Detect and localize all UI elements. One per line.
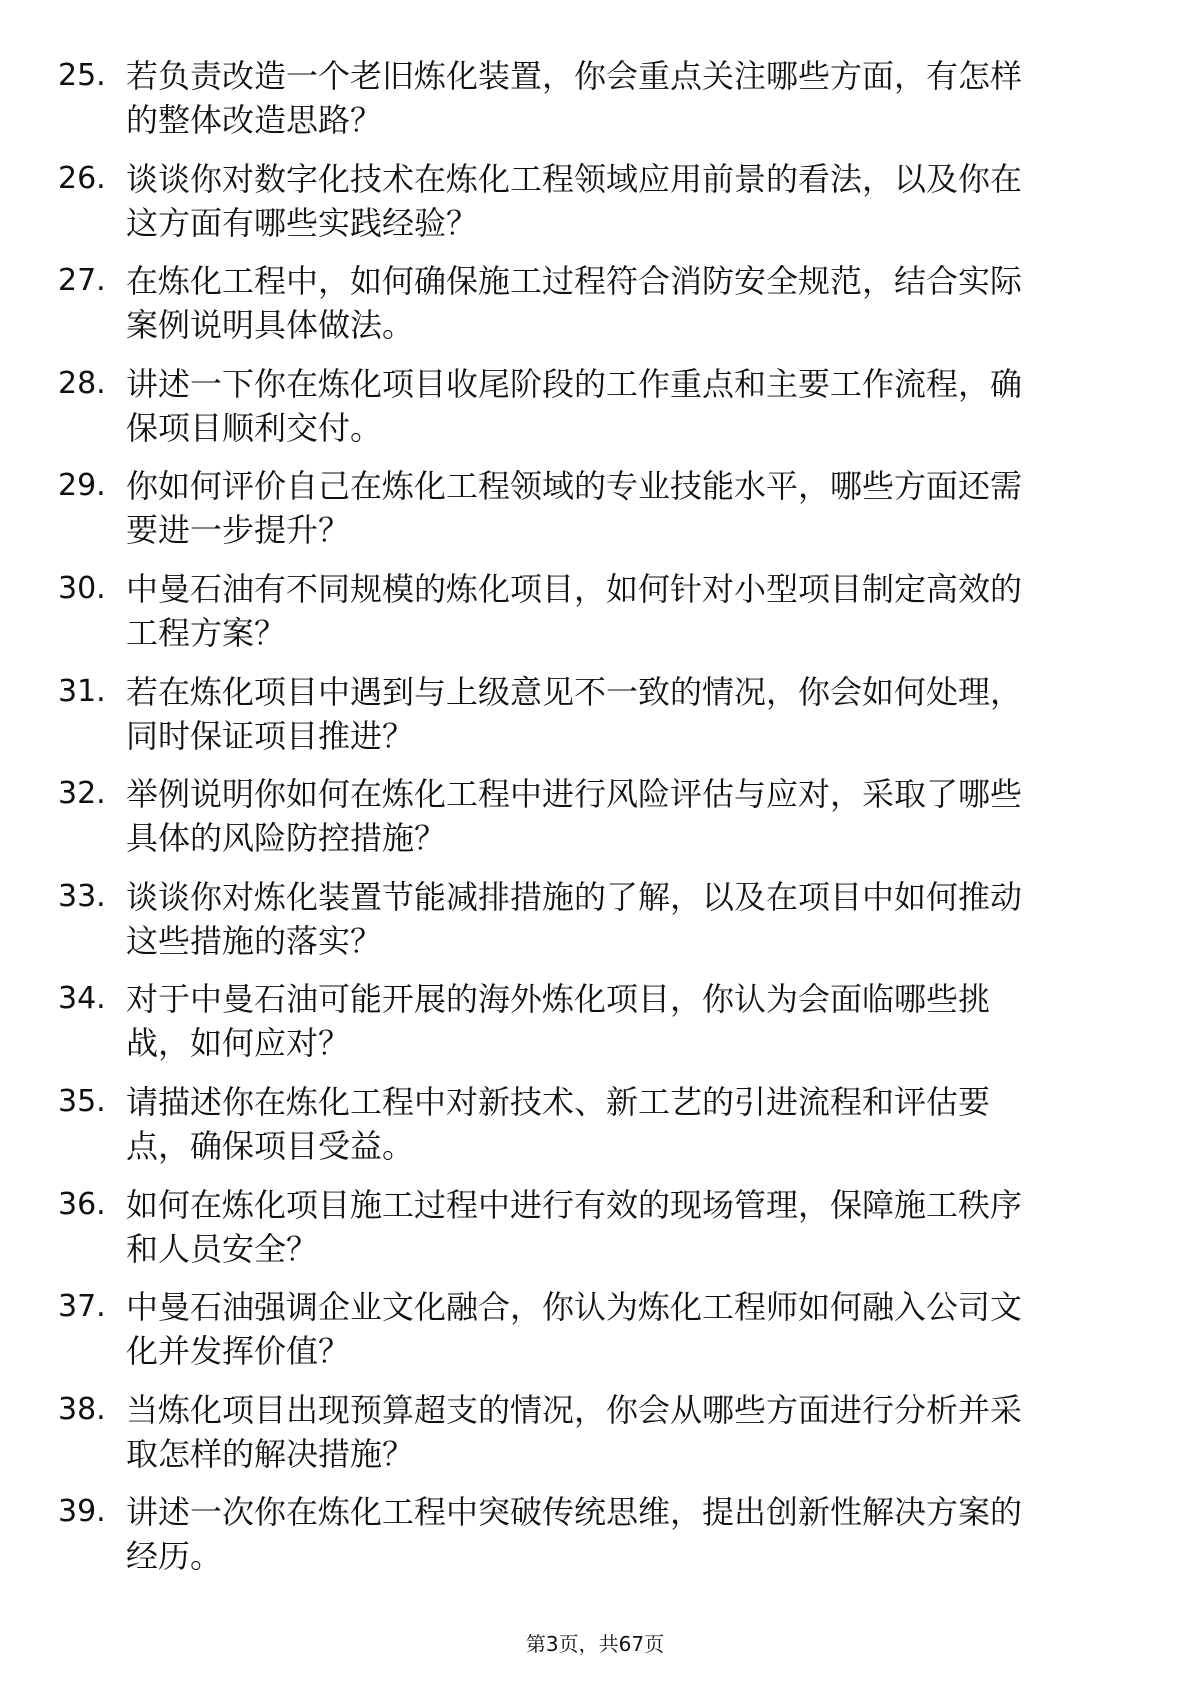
question-number: 32. [58, 776, 106, 812]
question-line: 若在炼化项目中遇到与上级意见不一致的情况，你会如何处理， [126, 672, 1023, 711]
question-line: 讲述一次你在炼化工程中突破传统思维，提出创新性解决方案的 [126, 1493, 1023, 1532]
question-number: 31. [58, 673, 106, 709]
question-line: 同时保证项目推进？ [126, 716, 415, 755]
question-item [0, 1382, 1190, 1485]
question-number: 33. [58, 878, 106, 914]
question-number: 26. [58, 160, 106, 196]
question-number: 30. [58, 570, 106, 606]
question-item [0, 1279, 1190, 1382]
question-item [0, 971, 1190, 1074]
question-line: 对于中曼石油可能开展的海外炼化项目，你认为会面临哪些挑 [126, 980, 991, 1019]
question-text [126, 1285, 1126, 1373]
question-line: 这些措施的落实？ [126, 921, 383, 960]
question-text [126, 1080, 1126, 1168]
question-item [0, 561, 1190, 664]
question-line: 请描述你在炼化工程中对新技术、新工艺的引进流程和评估要 [126, 1082, 991, 1121]
question-item [0, 458, 1190, 561]
question-number: 28. [58, 365, 106, 401]
question-text [126, 670, 1126, 758]
question-item [0, 664, 1190, 767]
question-item [0, 1484, 1190, 1587]
question-item [0, 766, 1190, 869]
question-item [0, 1177, 1190, 1280]
question-number: 34. [58, 981, 106, 1017]
question-number: 35. [58, 1083, 106, 1119]
question-line: 这方面有哪些实践经验？ [126, 203, 479, 242]
question-number: 29. [58, 468, 106, 504]
question-number: 25. [58, 58, 106, 93]
question-line: 点，确保项目受益。 [126, 1126, 415, 1165]
question-text [126, 157, 1126, 245]
question-line: 当炼化项目出现预算超支的情况，你会从哪些方面进行分析并采 [126, 1390, 1023, 1429]
question-text [126, 54, 1126, 142]
question-line: 中曼石油有不同规模的炼化项目，如何针对小型项目制定高效的 [126, 569, 1023, 608]
question-number: 36. [58, 1186, 106, 1222]
question-text [126, 567, 1126, 655]
question-item [0, 253, 1190, 356]
question-item [0, 869, 1190, 972]
question-line: 谈谈你对数字化技术在炼化工程领域应用前景的看法，以及你在 [126, 159, 1023, 198]
question-line: 和人员安全？ [126, 1229, 319, 1268]
question-line: 工程方案？ [126, 613, 287, 652]
question-line: 具体的风险防控措施？ [126, 819, 447, 858]
question-text [126, 977, 1126, 1065]
question-number: 38. [58, 1391, 106, 1427]
question-line: 战，如何应对？ [126, 1024, 351, 1063]
question-item [0, 48, 1190, 151]
question-line: 中曼石油强调企业文化融合，你认为炼化工程师如何融入公司文 [126, 1288, 1023, 1327]
question-line: 要进一步提升？ [126, 511, 351, 550]
question-text [126, 464, 1126, 552]
question-line: 案例说明具体做法。 [126, 306, 415, 345]
question-text [126, 875, 1126, 963]
question-line: 保项目顺利交付。 [126, 408, 383, 447]
question-text [126, 362, 1126, 450]
question-line: 化并发挥价值？ [126, 1332, 351, 1371]
question-item [0, 1074, 1190, 1177]
question-list [0, 48, 1190, 1587]
question-line: 你如何评价自己在炼化工程领域的专业技能水平，哪些方面还需 [126, 467, 1023, 506]
question-number: 37. [58, 1289, 106, 1325]
question-text [126, 259, 1126, 347]
question-line: 谈谈你对炼化装置节能减排措施的了解，以及在项目中如何推动 [126, 877, 1023, 916]
question-text [126, 772, 1126, 860]
question-line: 举例说明你如何在炼化工程中进行风险评估与应对，采取了哪些 [126, 775, 1023, 814]
page-footer: 第3页，共67页 [525, 1632, 665, 1656]
question-line: 经历。 [126, 1537, 223, 1576]
question-number: 27. [58, 263, 106, 299]
question-line: 讲述一下你在炼化项目收尾阶段的工作重点和主要工作流程，确 [126, 364, 1023, 403]
question-item [0, 356, 1190, 459]
question-text [126, 1183, 1126, 1271]
question-item [0, 151, 1190, 254]
question-line: 的整体改造思路？ [126, 101, 383, 139]
question-text [126, 1490, 1126, 1578]
question-line: 取怎样的解决措施？ [126, 1434, 415, 1473]
question-line: 在炼化工程中，如何确保施工过程符合消防安全规范，结合实际 [126, 262, 1023, 301]
question-line: 如何在炼化项目施工过程中进行有效的现场管理，保障施工秩序 [126, 1185, 1023, 1224]
question-text [126, 1388, 1126, 1476]
question-line: 若负责改造一个老旧炼化装置，你会重点关注哪些方面，有怎样 [126, 57, 1023, 95]
question-number: 39. [58, 1494, 106, 1530]
